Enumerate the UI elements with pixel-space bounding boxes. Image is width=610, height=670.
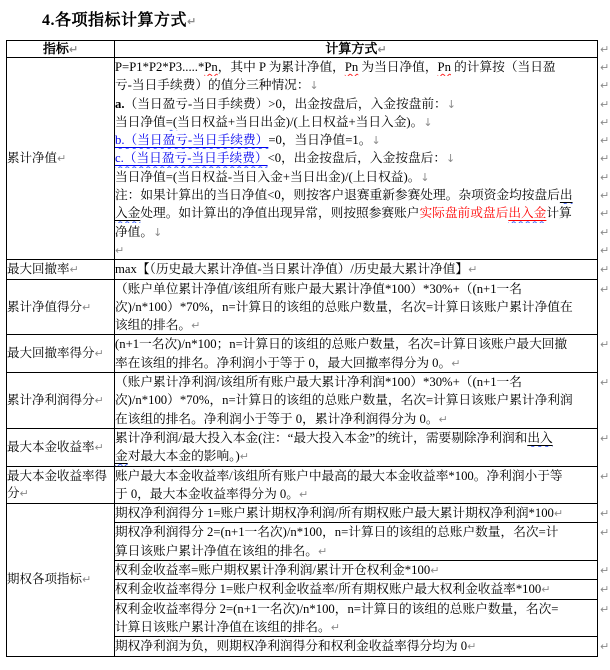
indicator-label: 最大本金收益率得分 xyxy=(7,468,108,500)
indicator-label: 最大回撤率得分 xyxy=(7,346,95,361)
calculation-cell xyxy=(115,504,598,523)
text-line xyxy=(115,504,597,522)
text-line xyxy=(115,561,597,579)
text-line xyxy=(115,316,597,334)
text-segment: 权利金收益率=账户期权累计净利润/累计开仓权利金*100 xyxy=(115,563,431,578)
indicator-label: 累计净值得分 xyxy=(7,299,83,314)
line-break-mark: ↓ xyxy=(371,134,381,148)
calculation-cell xyxy=(115,599,598,637)
line-break-mark: ↓ xyxy=(309,79,319,93)
indicator-label: 最大本金收益率 xyxy=(7,439,95,454)
text-segment: 亏-当日手续费）的值分三种情况： xyxy=(115,78,310,93)
text-line xyxy=(115,223,597,241)
row-end-mark: ↵ xyxy=(600,243,610,257)
row-end-mark: ↵ xyxy=(600,134,610,148)
text-segment: =( xyxy=(165,114,178,129)
text-line xyxy=(115,447,597,465)
text-segment: 计算 xyxy=(546,206,572,221)
text-line xyxy=(115,149,597,167)
text-segment: 为当日净值， xyxy=(358,60,438,74)
calculation-cell xyxy=(115,373,598,429)
row-end-mark: ↵ xyxy=(600,282,610,296)
text-line xyxy=(115,391,597,409)
text-segment: 处理。如计算出的净值出现异常，则按照参赛账户 xyxy=(140,206,420,221)
text-segment: ，其中 P 为累计净值， xyxy=(217,60,345,74)
text-line xyxy=(115,204,597,222)
highlight-red-text: 实际盘前或盘后 xyxy=(419,206,509,221)
calculation-cell xyxy=(115,335,598,373)
line-break-mark: ↓ xyxy=(446,97,456,111)
text-segment: 出 xyxy=(559,188,573,203)
text-segment: 注：如果计算出的当日净值<0，则按客户退赛重新参赛处理。杂项资金均按盘后 xyxy=(115,188,560,203)
text-segment: Pn xyxy=(437,60,451,74)
row-end-mark: ↵ xyxy=(600,170,610,184)
calculation-cell xyxy=(115,523,598,561)
squiggle-underline xyxy=(115,449,128,463)
row-end-mark: ↵ xyxy=(600,431,610,445)
row-end-mark: ↵ xyxy=(600,564,610,578)
text-line xyxy=(115,523,597,541)
calculation-cell xyxy=(115,561,598,580)
table-row xyxy=(7,260,598,279)
text-line xyxy=(115,637,597,655)
pilcrow-mark: ↵ xyxy=(553,507,564,521)
calculation-cell xyxy=(115,260,598,279)
table-row xyxy=(7,279,598,335)
squiggle-underline xyxy=(166,115,177,129)
page-title-text: 4.各项指标计算方式 xyxy=(42,12,188,29)
squiggle-underline xyxy=(438,60,451,74)
pilcrow-mark: ↵ xyxy=(191,319,201,333)
pilcrow-mark: ↵ xyxy=(19,486,29,500)
row-end-mark: ↵ xyxy=(600,583,610,597)
text-line xyxy=(115,168,597,186)
line-break-mark: ↓ xyxy=(423,115,433,129)
indicator-label-cell xyxy=(7,58,115,260)
highlight-red-text: 出入金 xyxy=(508,206,547,221)
text-segment: （账户累计净利润/该组所有账户最大累计净利润*100）*30%+（(n+1一名 xyxy=(115,375,522,390)
text-segment: 的计算按（当日盈 xyxy=(450,60,556,74)
pilcrow-mark: ↵ xyxy=(82,573,92,587)
pilcrow-mark: ↵ xyxy=(94,393,104,407)
indicators-table xyxy=(6,40,598,657)
text-segment: a. xyxy=(115,96,125,111)
text-segment: Pn xyxy=(344,60,359,74)
text-line xyxy=(115,241,597,259)
pilcrow-mark: ↵ xyxy=(318,544,328,558)
text-line xyxy=(115,95,597,113)
table-row xyxy=(7,335,598,373)
text-segment: <0，出金按盘后，入金按盘后： xyxy=(267,151,447,166)
indicator-label: 期权各项指标 xyxy=(7,572,83,587)
page-title xyxy=(42,7,197,30)
pilcrow-mark: ↵ xyxy=(94,440,104,454)
indicator-label-cell xyxy=(7,260,115,279)
header-calculation-cell xyxy=(115,41,598,58)
text-line xyxy=(115,485,597,503)
link-text[interactable]: c.（当日盈亏-当日手续费） xyxy=(115,151,268,166)
text-segment: P=P1*P2*P3.....* xyxy=(115,60,205,74)
line-break-mark: ↓ xyxy=(153,225,163,239)
table-row xyxy=(7,373,598,429)
header-calculation-label: 计算方式 xyxy=(325,41,378,56)
pilcrow-mark: ↵ xyxy=(94,347,104,361)
table-row xyxy=(7,428,598,466)
indicator-label: 最大回撤率 xyxy=(7,261,70,276)
text-segment: 当日权益+当日出金)/(上日权益+当日入金)。 xyxy=(177,114,424,129)
pilcrow-mark: ↵ xyxy=(468,263,478,277)
text-line xyxy=(115,186,597,204)
squiggle-underline xyxy=(527,431,552,445)
text-segment: 于 0，最大本金收益率得分为 0。 xyxy=(115,486,299,501)
row-end-mark: ↵ xyxy=(600,640,610,654)
text-line xyxy=(115,58,597,76)
calculation-cell xyxy=(115,58,598,260)
indicator-label: 累计净值 xyxy=(7,151,58,166)
text-segment: 次)/n*100）*70%，n=计算日的该组的总账户数量，名次=计算日该账户累计净利润 xyxy=(115,393,573,408)
text-segment: 期权净利润得分 1=账户累计期权净利润/所有期权账户最大累计期权净利润*100 xyxy=(115,506,554,521)
text-segment: 计算日该账户累计净值在该组的排名。 xyxy=(115,619,331,634)
text-segment: 金 xyxy=(115,449,128,464)
text-segment: Pn xyxy=(204,60,218,74)
row-end-mark: ↵ xyxy=(600,225,610,239)
indicator-label-cell xyxy=(7,504,115,656)
text-line xyxy=(115,542,597,560)
pilcrow-mark: ↵ xyxy=(82,300,92,314)
row-end-mark: ↵ xyxy=(600,152,610,166)
row-end-mark: ↵ xyxy=(600,97,610,111)
calculation-cell xyxy=(115,637,598,656)
calculation-cell xyxy=(115,466,598,504)
row-end-mark: ↵ xyxy=(600,338,610,352)
text-segment: （当日盈亏-当日手续费）>0，出金按盘后，入金按盘前： xyxy=(124,96,447,111)
text-line xyxy=(115,354,597,372)
text-segment: 入金 xyxy=(115,206,141,221)
header-indicator-label: 指标 xyxy=(42,41,69,56)
pilcrow-mark: ↵ xyxy=(68,43,79,56)
pilcrow-mark: ↵ xyxy=(430,564,440,578)
row-end-mark: ↵ xyxy=(600,79,610,93)
row-end-mark: ↵ xyxy=(600,115,610,129)
text-line xyxy=(115,76,597,94)
pilcrow-mark: ↵ xyxy=(57,152,67,166)
pilcrow-mark: ↵ xyxy=(467,640,477,654)
text-segment: 算日该账户累计净值在该组的排名。 xyxy=(115,543,318,558)
indicators-table-body xyxy=(7,58,598,657)
header-row xyxy=(7,41,598,58)
indicator-label-cell xyxy=(7,279,115,335)
line-break-mark: ↓ xyxy=(446,152,456,166)
text-line xyxy=(115,467,597,485)
squiggle-underline xyxy=(204,60,217,74)
text-segment: =0，当日净值=1。 xyxy=(268,133,372,148)
text-segment: 权利金收益率得分 2=(n+1一名次)/n*100，n=计算日的该组的总账户数量，名次= xyxy=(115,601,559,616)
text-segment: (n+1一名次)/n*100；n=计算日的该组的总账户数量，名次=计算日该账户最大回撤 xyxy=(115,337,568,352)
text-line xyxy=(115,298,597,316)
text-line xyxy=(115,131,597,149)
text-segment: 在该组的排名。净利润小于等于 0，累计净利润得分为 0。 xyxy=(115,411,439,426)
row-end-mark: ↵ xyxy=(600,189,610,203)
pilcrow-mark: ↵ xyxy=(298,487,309,501)
text-segment: （账户单位累计净值/该组所有账户最大累计净值*100）*30%+（(n+1一名 xyxy=(115,281,522,296)
pilcrow-mark: ↵ xyxy=(330,620,340,634)
text-segment: max【（历史最大累计净值-当日累计净值）/历史最大累计净值】 xyxy=(115,262,469,277)
pilcrow-mark: ↵ xyxy=(541,583,551,597)
text-segment: 当日净值 xyxy=(115,114,166,129)
text-line xyxy=(115,580,597,598)
text-segment: 权利金收益率得分 1=账户权利金收益率/所有期权账户最大权利金收益率*100 xyxy=(115,582,542,597)
calculation-cell xyxy=(115,428,598,466)
text-segment: 当日净值=(当日权益-当日入金+当日出金)/(上日权益)。 xyxy=(115,169,421,184)
indicator-label-cell xyxy=(7,466,115,504)
text-line xyxy=(115,113,597,131)
line-break-mark: ↓ xyxy=(420,170,430,184)
row-end-mark: ↵ xyxy=(600,469,610,483)
pilcrow-mark: ↵ xyxy=(69,262,79,276)
text-segment: 对最大本金的影响。) xyxy=(127,449,240,464)
squiggle-underline xyxy=(508,206,546,220)
row-end-mark: ↵ xyxy=(600,526,610,540)
indicator-label-cell xyxy=(7,428,115,466)
text-line xyxy=(115,410,597,428)
text-segment: 净值。 xyxy=(115,224,154,239)
text-segment: 率在该组的排名。净利润小于等于 0，最大回撤率得分为 0。 xyxy=(115,355,452,370)
text-line xyxy=(115,618,597,636)
pilcrow-mark: ↵ xyxy=(239,450,249,464)
table-row xyxy=(7,466,598,504)
text-segment: 期权净利润为负，则期权净利润得分和权利金收益率得分均为 0 xyxy=(115,639,468,654)
indicator-label-cell xyxy=(7,335,115,373)
pilcrow-mark: ↵ xyxy=(377,43,387,56)
pilcrow-mark: ↵ xyxy=(187,15,197,28)
link-text[interactable]: b.（当日盈亏-当日手续费） xyxy=(115,133,269,148)
pilcrow-mark: ↵ xyxy=(451,356,461,370)
text-line xyxy=(115,429,597,447)
row-end-mark: ↵ xyxy=(600,207,610,221)
pilcrow-mark: ↵ xyxy=(438,412,448,426)
text-line xyxy=(115,260,597,278)
indicator-label-cell xyxy=(7,373,115,429)
text-line xyxy=(115,335,597,353)
table-row xyxy=(7,504,598,523)
text-segment: 该组的排名。 xyxy=(115,318,192,333)
squiggle-underline xyxy=(115,206,140,220)
row-end-mark: ↵ xyxy=(600,61,610,74)
text-segment: 期权净利润得分 2=(n+1一名次)/n*100，n=计算日的该组的总账户数量，名次=计 xyxy=(115,525,559,540)
text-segment: 次)/n*100）*70%，n=计算日的该组的总账户数量，名次=计算日该账户累计净值在 xyxy=(115,299,573,314)
text-segment: 累计净利润/最大投入本金(注：“最大投入本金”的统计，需要剔除净利润和 xyxy=(115,430,528,445)
table-row xyxy=(7,58,598,260)
text-segment: 出入 xyxy=(527,430,553,445)
squiggle-underline xyxy=(115,133,268,147)
row-end-mark: ↵ xyxy=(600,263,610,277)
header-indicator-cell xyxy=(7,41,115,58)
text-line xyxy=(115,373,597,391)
row-end-mark: ↵ xyxy=(600,602,610,616)
row-end-mark: ↵ xyxy=(600,507,610,521)
calculation-cell xyxy=(115,279,598,335)
row-end-mark: ↵ xyxy=(600,376,610,390)
row-end-mark: ↵ xyxy=(600,42,610,56)
pilcrow-mark: ↵ xyxy=(115,243,125,257)
squiggle-underline xyxy=(115,151,268,165)
text-line xyxy=(115,280,597,298)
squiggle-underline xyxy=(560,188,573,202)
text-segment: 账户最大本金收益率/该组所有账户中最高的最大本金收益率*100。净利润小于等 xyxy=(115,468,563,483)
indicator-label: 累计净利润得分 xyxy=(7,392,95,407)
calculation-cell xyxy=(115,580,598,599)
squiggle-underline xyxy=(345,60,358,74)
text-line xyxy=(115,600,597,618)
